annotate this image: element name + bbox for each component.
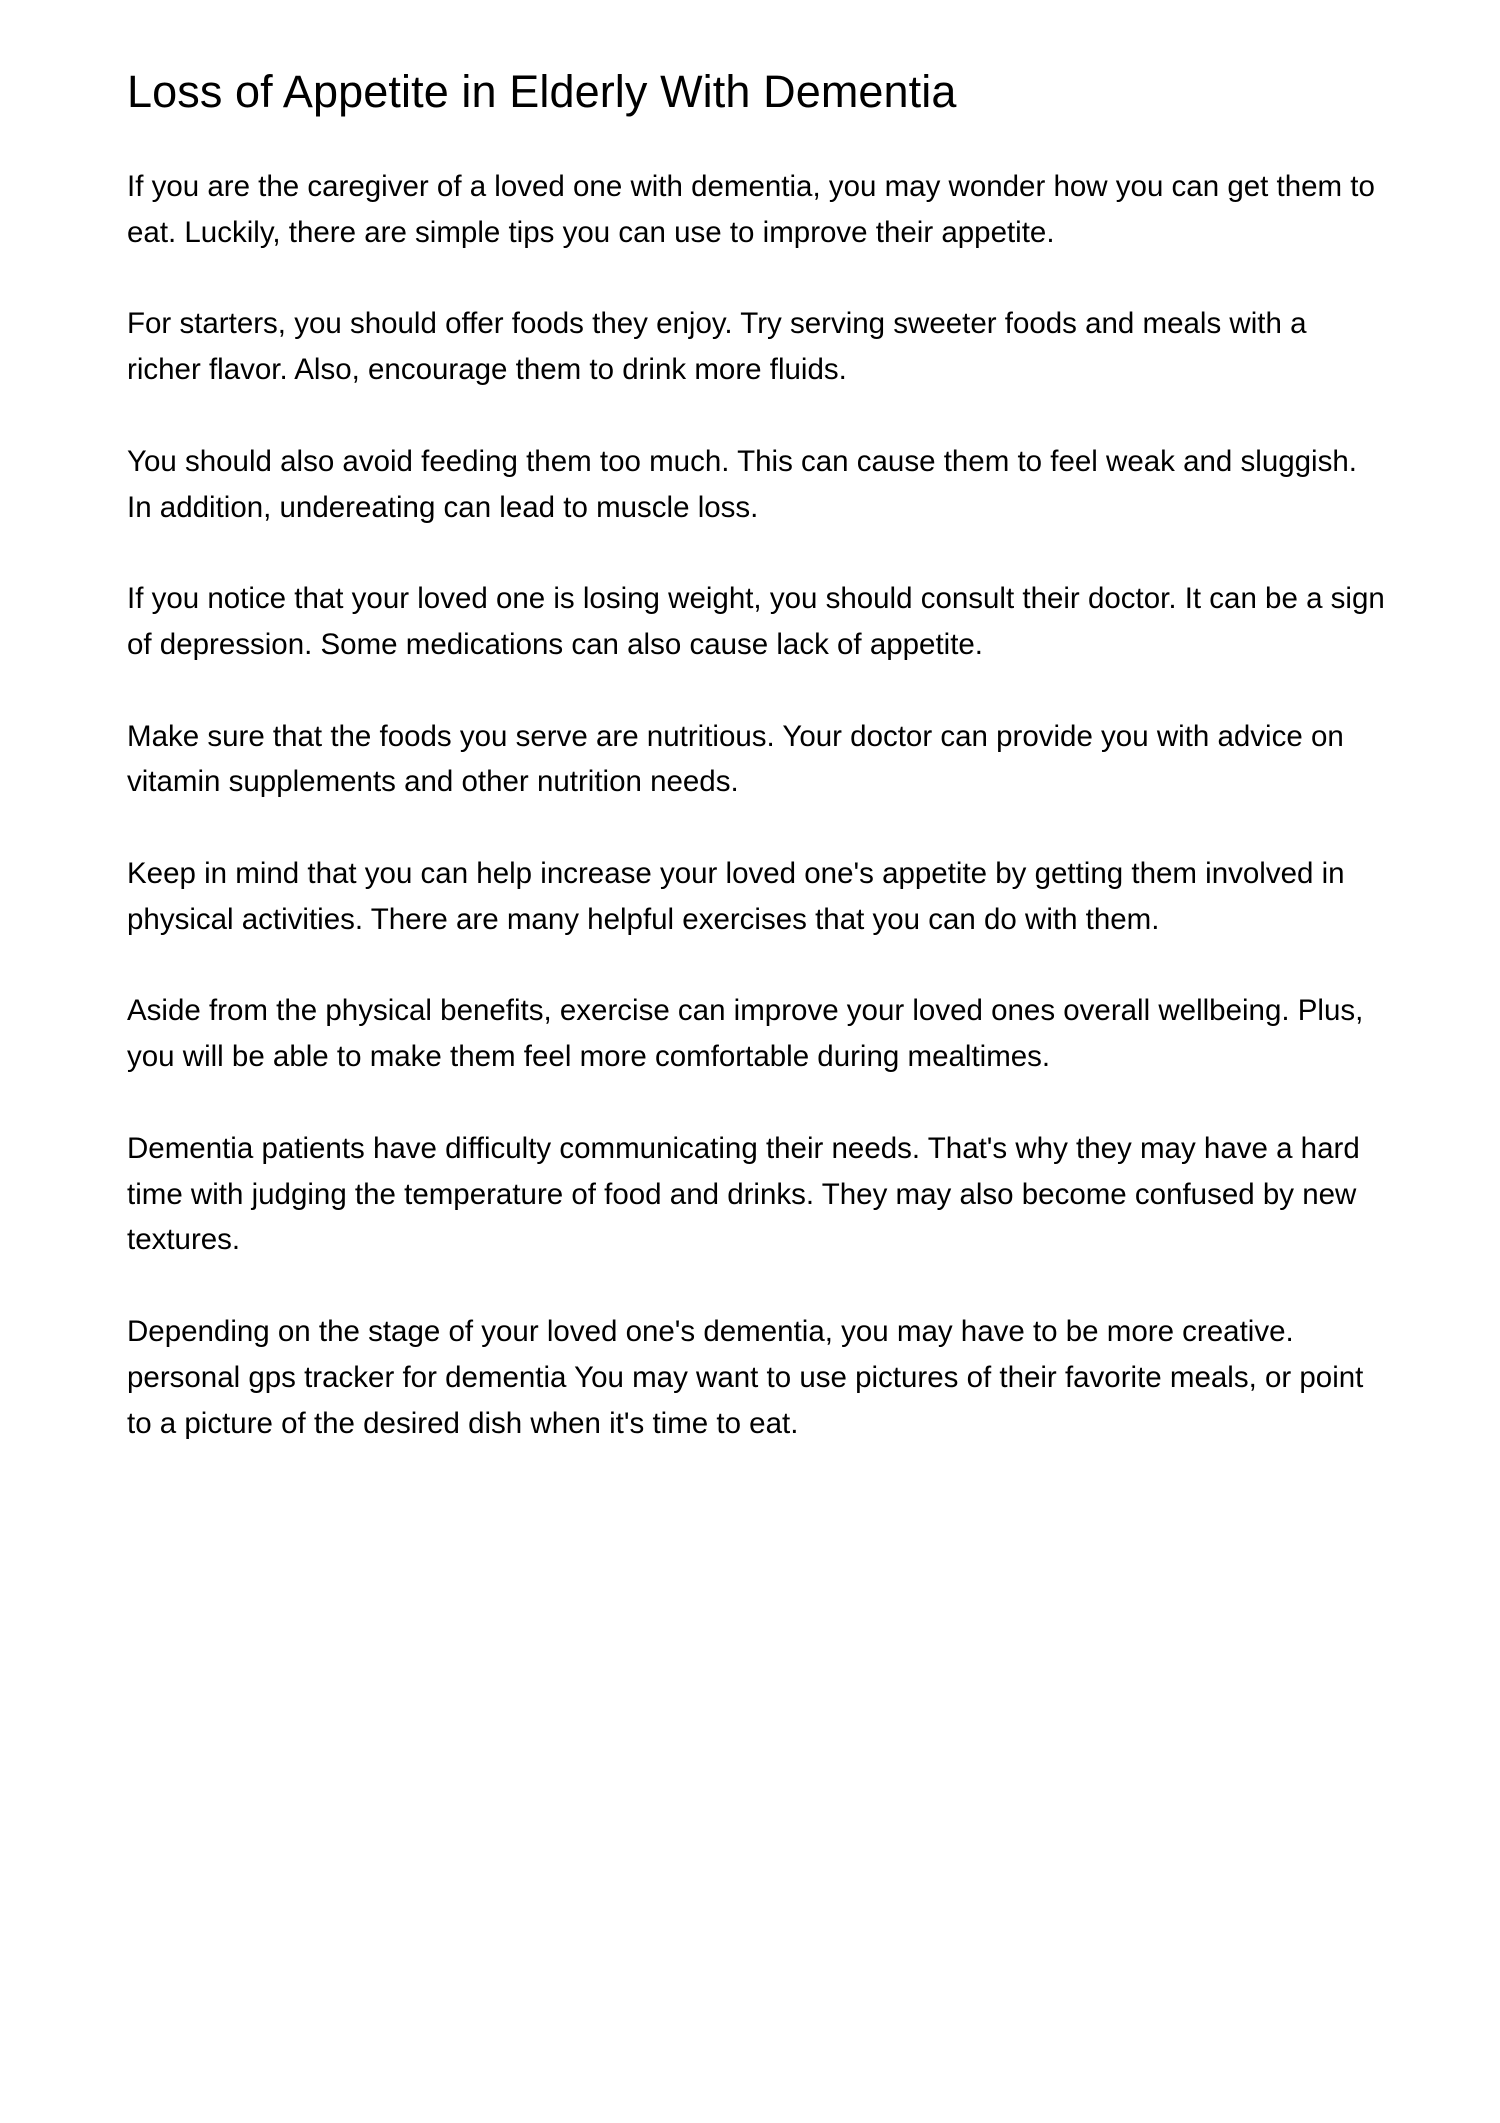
- document-title: Loss of Appetite in Elderly With Dementia: [127, 66, 957, 117]
- paragraph: Depending on the stage of your loved one's dementia, you may have to be more creative. personal gps tracker for dementia You may want to use pictures of their favorite meals, or point to a picture of the desired dish when it's time to eat.: [127, 1314, 1364, 1440]
- document-page: [127, 60, 1387, 1492]
- paragraph: For starters, you should offer foods they enjoy. Try serving sweeter foods and meals with a richer flavor. Also, encourage them to drink more fluids.: [127, 307, 1307, 387]
- paragraph: Make sure that the foods you serve are nutritious. Your doctor can provide you with advice on vitamin supplements and other nutrition needs.: [127, 719, 1344, 799]
- paragraph: You should also avoid feeding them too much. This can cause them to feel weak and sluggish. In addition, undereating can lead to muscle loss.: [127, 444, 1357, 524]
- paragraph: Keep in mind that you can help increase your loved one's appetite by getting them involved in physical activities. There are many helpful exercises that you can do with them.: [127, 856, 1345, 936]
- paragraph: Aside from the physical benefits, exercise can improve your loved ones overall wellbeing. Plus, you will be able to make them feel more comfortable during mealtimes.: [127, 994, 1364, 1074]
- paragraph: If you are the caregiver of a loved one with dementia, you may wonder how you can get them to eat. Luckily, there are simple tips you can use to improve their appetite.: [127, 170, 1375, 249]
- paragraph: If you notice that your loved one is losing weight, you should consult their doctor. It can be a sign of depression. Some medications can also cause lack of appetite.: [127, 582, 1385, 661]
- paragraph: Dementia patients have difficulty communicating their needs. That's why they may have a hard time with judging the temperature of food and drinks. They may also become confused by new textures.: [127, 1131, 1360, 1257]
